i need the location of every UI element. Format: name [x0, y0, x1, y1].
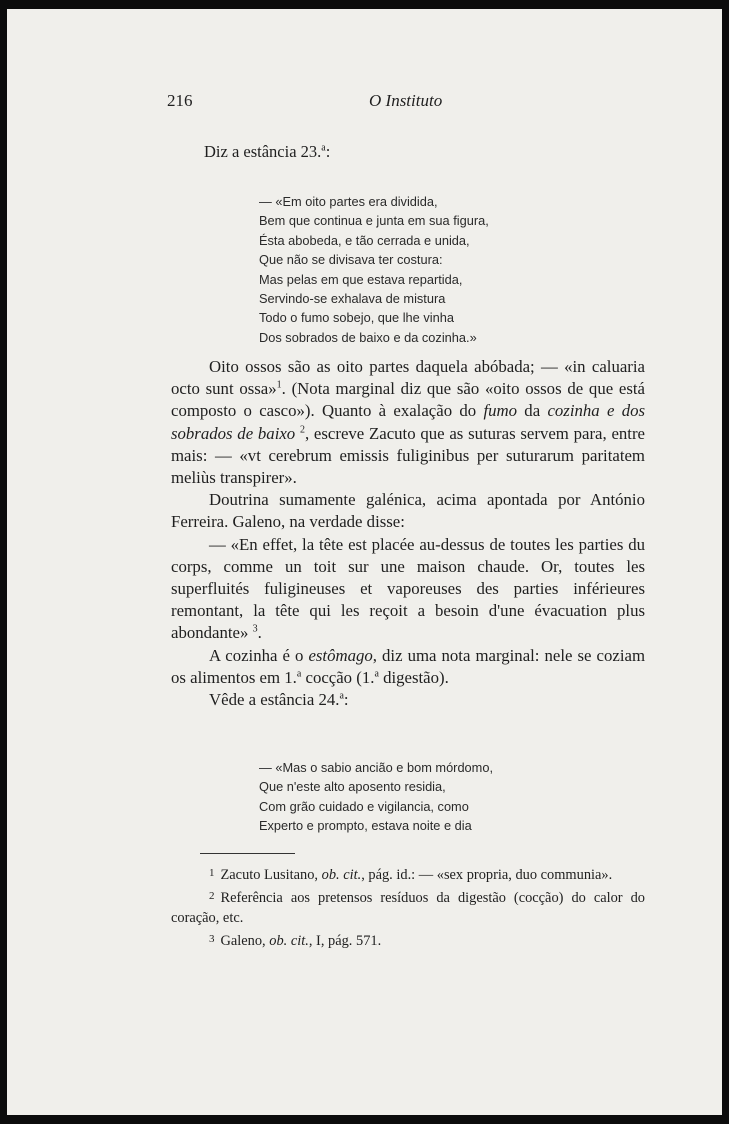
verse-line: Bem que continua e junta em sua figura,: [259, 213, 489, 229]
verse-stanza-23: [259, 192, 489, 347]
p1-cozinha: cozinha e dos sobrados de baixo: [171, 401, 646, 443]
body-text: [171, 356, 645, 711]
p4-b: , diz uma nota marginal: nele se coziam os alimentos em 1.: [171, 645, 646, 687]
footnote-mark: 3: [209, 932, 215, 945]
footnote-italic: ob. cit.: [269, 932, 309, 949]
footnote-mark: 1: [209, 867, 215, 879]
paragraph-oito-ossos: [171, 356, 645, 489]
p4-sup2: a: [374, 668, 379, 680]
verse-line: Ésta abobeda, e tão cerrada e unida,: [259, 232, 470, 248]
intro-text: Diz a estância 23.: [204, 142, 322, 161]
footnote-text: Galeno,: [220, 932, 266, 949]
p1-b: . (Nota marginal diz que são «oito ossos de que está composto o casco»). Quanto à exalação do: [171, 379, 645, 421]
p1-d: , escreve Zacuto que as suturas servem para, entre mais: — «vt cerebrum emissis fuliginibus per suturarum paritatem meliùs transpirer».: [171, 423, 645, 488]
footnote-ref-3: 3: [252, 623, 258, 635]
verse-line: Que não se divisava ter costura:: [259, 252, 443, 268]
p4-d: digestão).: [378, 667, 449, 687]
verse-line: Todo o fumo sobejo, que lhe vinha: [259, 310, 454, 326]
p1-a: Oito ossos são as oito partes daquela abóbada; — «in caluaria octo sunt ossa»: [171, 357, 645, 399]
intro-end: :: [325, 142, 331, 161]
footnote-divider: [200, 853, 295, 854]
footnote-ref-2: 2: [299, 424, 305, 436]
verse-stanza-24: [259, 758, 493, 836]
paragraph-vede: [171, 689, 645, 711]
paragraph-galeno-quote: [171, 534, 645, 645]
p3-text: — «En effet, la tête est placée au-dessus de toutes les parties du corps, comme un toit sur une maison chaude. Or, toutes les superfluités fuligineuses et vaporeuses des parties inférieures remontant, la tête qui les reçoit a besoin d'une évacuation plus abondante»: [171, 534, 645, 643]
p4-c: cocção (1.: [301, 667, 375, 687]
intro-line: [204, 142, 330, 162]
verse-line: Que n'este alto aposento residia,: [259, 779, 446, 795]
verse-line: Com grão cuidado e vigilancia, como: [259, 798, 469, 814]
p3-end: .: [257, 623, 262, 643]
footnotes: [171, 863, 645, 951]
verse-line: Experto e prompto, estava noite e dia: [259, 818, 472, 834]
p5-text: Vêde a estância 24.: [209, 690, 340, 710]
verse-line: Servindo-se exhalava de mistura: [259, 290, 446, 306]
footnote-italic: ob. cit.: [321, 867, 362, 883]
paragraph-doutrina: Doutrina sumamente galénica, acima apontada por António Ferreira. Galeno, na verdade disse:: [171, 490, 645, 532]
p4-a: A cozinha é o: [209, 645, 304, 665]
page-header: [167, 91, 647, 113]
verse-line: — «Mas o sabio ancião e bom mórdomo,: [259, 760, 494, 775]
verse-line: — «Em oito partes era dividida,: [259, 194, 438, 209]
footnote-3: [171, 929, 645, 952]
page-number: 216: [167, 91, 193, 110]
verse-line: Mas pelas em que estava repartida,: [259, 271, 463, 287]
p4-sup1: a: [296, 668, 302, 680]
p1-fumo: fumo: [483, 401, 518, 421]
footnote-mark: 2: [209, 889, 215, 902]
footnote-2: [171, 886, 645, 929]
p5-end: :: [343, 690, 349, 710]
p4-estomago: estômago: [308, 645, 373, 665]
running-title: O Instituto: [369, 91, 443, 110]
footnote-text: Zacuto Lusitano,: [220, 867, 319, 883]
p5-sup: a: [339, 690, 344, 702]
footnote-text: Referência aos pretensos resíduos da digestão (cocção) do calor do coração, etc.: [171, 889, 645, 926]
paragraph-cozinha: [171, 645, 645, 689]
footnote-1: [171, 863, 645, 886]
footnote-text: , I, pág. 571.: [308, 932, 382, 949]
p1-da: da: [517, 401, 548, 421]
footnote-text: , pág. id.: — «sex propria, duo communia».: [361, 867, 613, 883]
intro-sup: a: [321, 142, 326, 154]
footnote-ref-1: 1: [276, 379, 282, 391]
document-page: [7, 9, 722, 1115]
verse-line: Dos sobrados de baixo e da cozinha.»: [259, 329, 477, 345]
